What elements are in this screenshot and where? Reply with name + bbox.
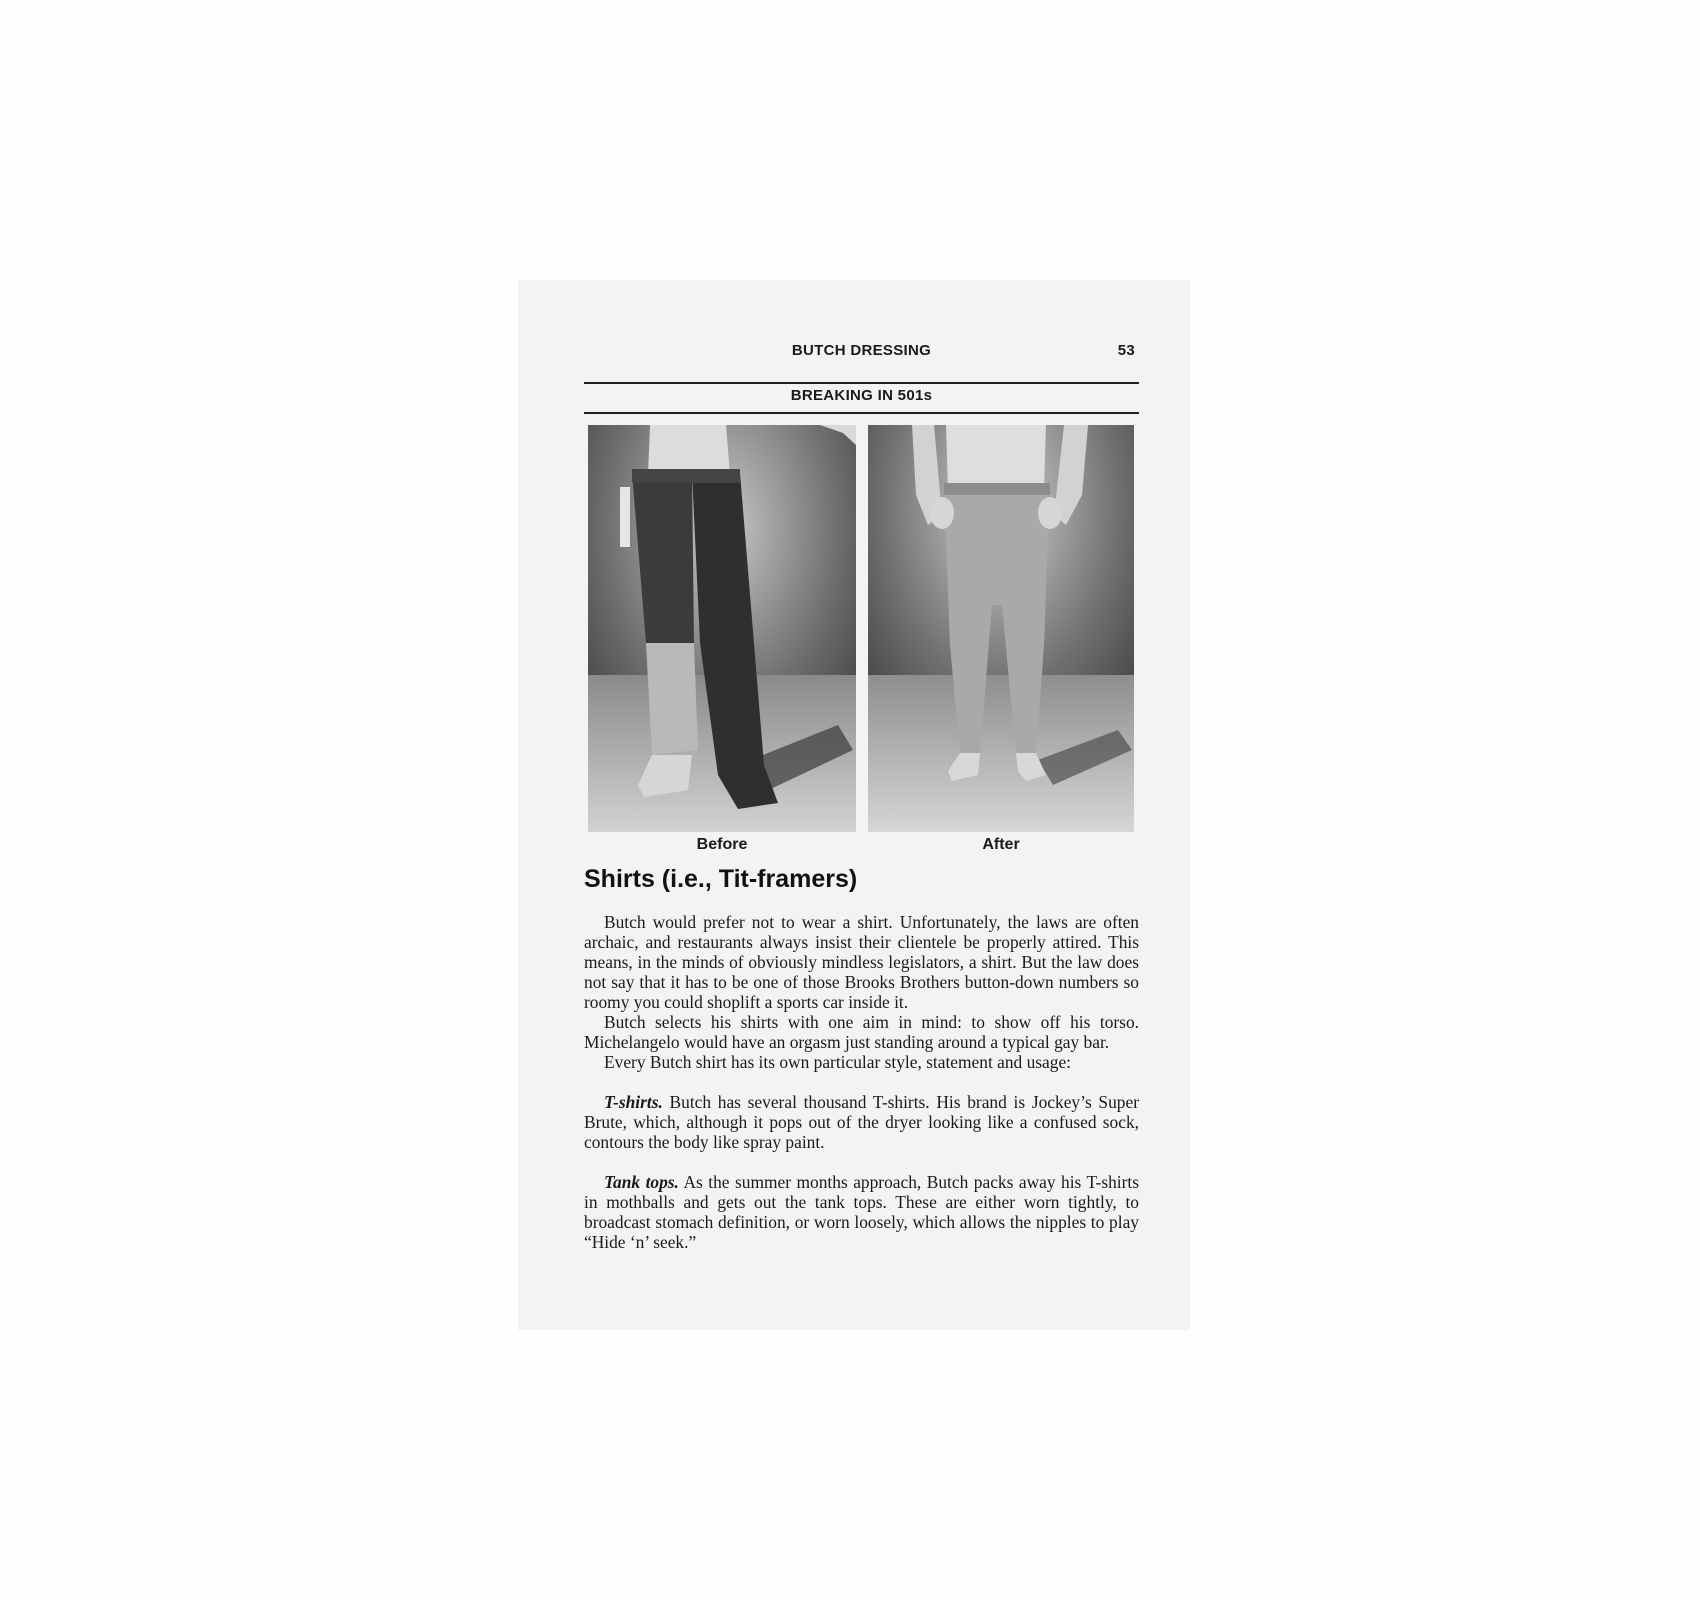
body-text (584, 912, 1139, 1252)
after-photo (868, 425, 1134, 832)
entry-text: Butch has several thousand T-shirts. His brand is Jockey’s Super Brute, which, although it pops out of the dryer looking like a confused sock, contours the body like spray paint. (584, 1092, 1139, 1152)
paragraph: Butch would prefer not to wear a shirt. Unfortunately, the laws are often archaic, and restaurants always insist their clientele be properly attired. This means, in the minds of obviously mindless legislators, a shirt. But the law does not say that it has to be one of those Brooks Brothers button-down numbers so roomy you could shoplift a sports car inside it. (584, 912, 1139, 1012)
entry-term: T-shirts. (604, 1092, 663, 1112)
running-head (584, 342, 1139, 366)
section-heading: Shirts (i.e., Tit-framers) (584, 865, 858, 893)
entry-term: Tank tops. (604, 1172, 679, 1192)
running-head-title: BUTCH DRESSING (791, 342, 932, 359)
before-caption: Before (696, 836, 748, 853)
after-caption: After (982, 836, 1020, 853)
bottom-rule (584, 412, 1139, 414)
paragraph: Butch selects his shirts with one aim in mind: to show off his torso. Michelangelo would have an orgasm just standing around a typical gay bar. (584, 1012, 1139, 1052)
paragraph: Every Butch shirt has its own particular style, statement and usage: (604, 1052, 1072, 1072)
entry-tank-tops (584, 1172, 1139, 1252)
entry-text: As the summer months approach, Butch packs away his T-shirts in mothballs and gets out the tank tops. These are either worn tightly, to broadcast stomach definition, or worn loosely, which allows the nipples to play “Hide ‘n’ seek.” (584, 1172, 1140, 1252)
page-number: 53 (1117, 342, 1135, 359)
top-rule (584, 382, 1139, 384)
entry-t-shirts (584, 1092, 1139, 1152)
before-photo (588, 425, 856, 832)
figure-title: BREAKING IN 501s (790, 387, 933, 404)
book-page (518, 280, 1190, 1330)
